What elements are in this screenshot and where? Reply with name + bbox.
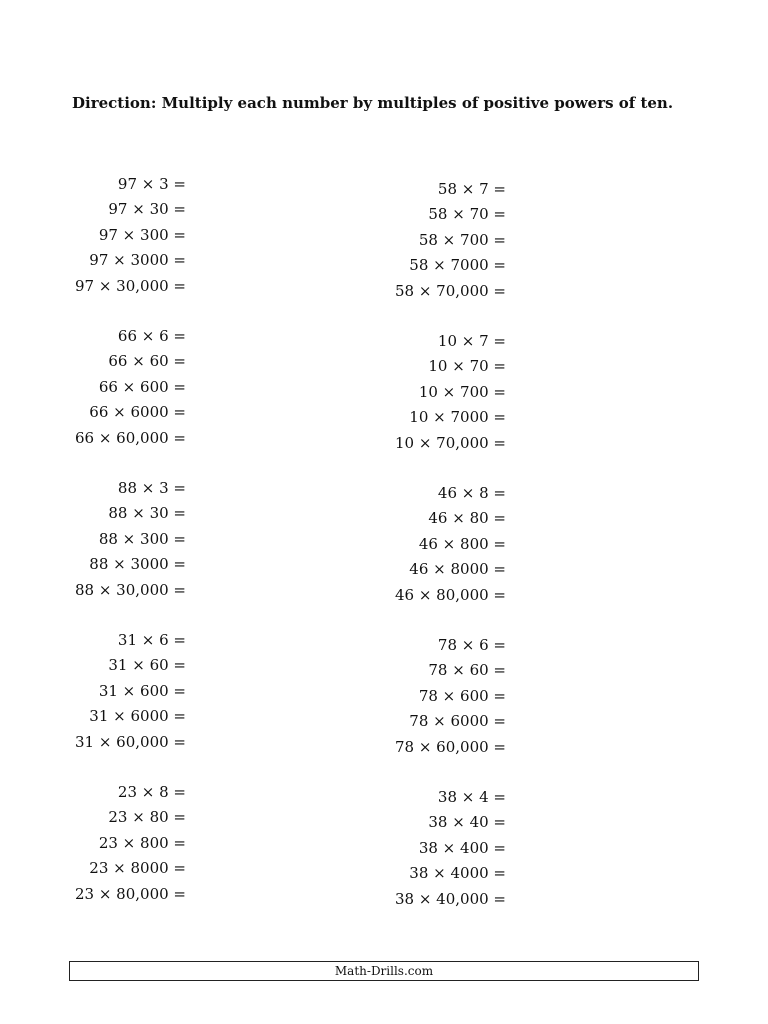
problem: 58 × 7000 =: [409, 256, 506, 275]
problem: 31 × 60 =: [108, 656, 186, 675]
problem: 58 × 70,000 =: [394, 281, 506, 300]
problem: 46 × 80 =: [428, 509, 506, 528]
problem: 66 × 6000 =: [89, 403, 186, 422]
problem: 31 × 60,000 =: [74, 732, 186, 751]
problem: 66 × 6 =: [117, 327, 186, 345]
problem: 78 × 600 =: [418, 686, 506, 705]
problem: 31 × 6000 =: [89, 707, 186, 726]
problem-group: [0, 172, 186, 324]
problem: 38 × 4000 =: [409, 864, 506, 883]
problem: 97 × 30 =: [108, 200, 186, 219]
problem: 31 × 6 =: [117, 631, 186, 649]
problem: 97 × 30,000 =: [74, 276, 186, 295]
problem: 38 × 400 =: [418, 838, 506, 857]
problem: 88 × 3 =: [117, 479, 186, 497]
problem: 10 × 70,000 =: [394, 433, 506, 452]
problem: 78 × 60,000 =: [394, 737, 506, 756]
problem: 38 × 40 =: [428, 813, 506, 832]
problem: 88 × 300 =: [98, 529, 186, 548]
problem: 23 × 8 =: [117, 783, 186, 801]
problem: 46 × 800 =: [418, 534, 506, 553]
problem: 66 × 60,000 =: [74, 428, 186, 447]
left-problem-column: [0, 172, 186, 932]
problem: 46 × 80,000 =: [394, 585, 506, 604]
problem-group: [306, 785, 506, 937]
problem: 78 × 6 =: [437, 636, 506, 654]
problem: 38 × 4 =: [437, 788, 506, 806]
problem: 23 × 80,000 =: [74, 884, 186, 903]
problem: 58 × 70 =: [428, 205, 506, 224]
problem: 10 × 7000 =: [409, 408, 506, 427]
direction-text: Direction: Multiply each number by multiples of positive powers of ten.: [72, 94, 674, 112]
problem: 97 × 3000 =: [89, 251, 186, 270]
problem: 58 × 7 =: [437, 180, 506, 198]
problem: 10 × 70 =: [428, 357, 506, 376]
problem: 31 × 600 =: [98, 681, 186, 700]
problem: 58 × 700 =: [418, 230, 506, 249]
problem: 88 × 3000 =: [89, 555, 186, 574]
problem: 46 × 8 =: [437, 484, 506, 502]
problem: 23 × 8000 =: [89, 859, 186, 878]
problem: 78 × 60 =: [428, 661, 506, 680]
problem: 66 × 60 =: [108, 352, 186, 371]
problem: 10 × 7 =: [437, 332, 506, 350]
problem: 46 × 8000 =: [409, 560, 506, 579]
problem: 97 × 300 =: [98, 225, 186, 244]
problem-group: [0, 780, 186, 932]
problem: 66 × 600 =: [98, 377, 186, 396]
problem: 97 × 3 =: [117, 175, 186, 193]
problem-group: [306, 481, 506, 633]
problem-group: [306, 329, 506, 481]
footer-credit: Math-Drills.com: [69, 961, 699, 981]
problem: 38 × 40,000 =: [394, 889, 506, 908]
problem: 10 × 700 =: [418, 382, 506, 401]
problem-group: [0, 476, 186, 628]
problem-group: [0, 324, 186, 476]
problem-group: [306, 633, 506, 785]
problem-group: [0, 628, 186, 780]
problem: 23 × 800 =: [98, 833, 186, 852]
problem: 88 × 30 =: [108, 504, 186, 523]
problem: 78 × 6000 =: [409, 712, 506, 731]
problem-group: [306, 177, 506, 329]
right-problem-column: [306, 177, 506, 937]
problem: 88 × 30,000 =: [74, 580, 186, 599]
problem: 23 × 80 =: [108, 808, 186, 827]
